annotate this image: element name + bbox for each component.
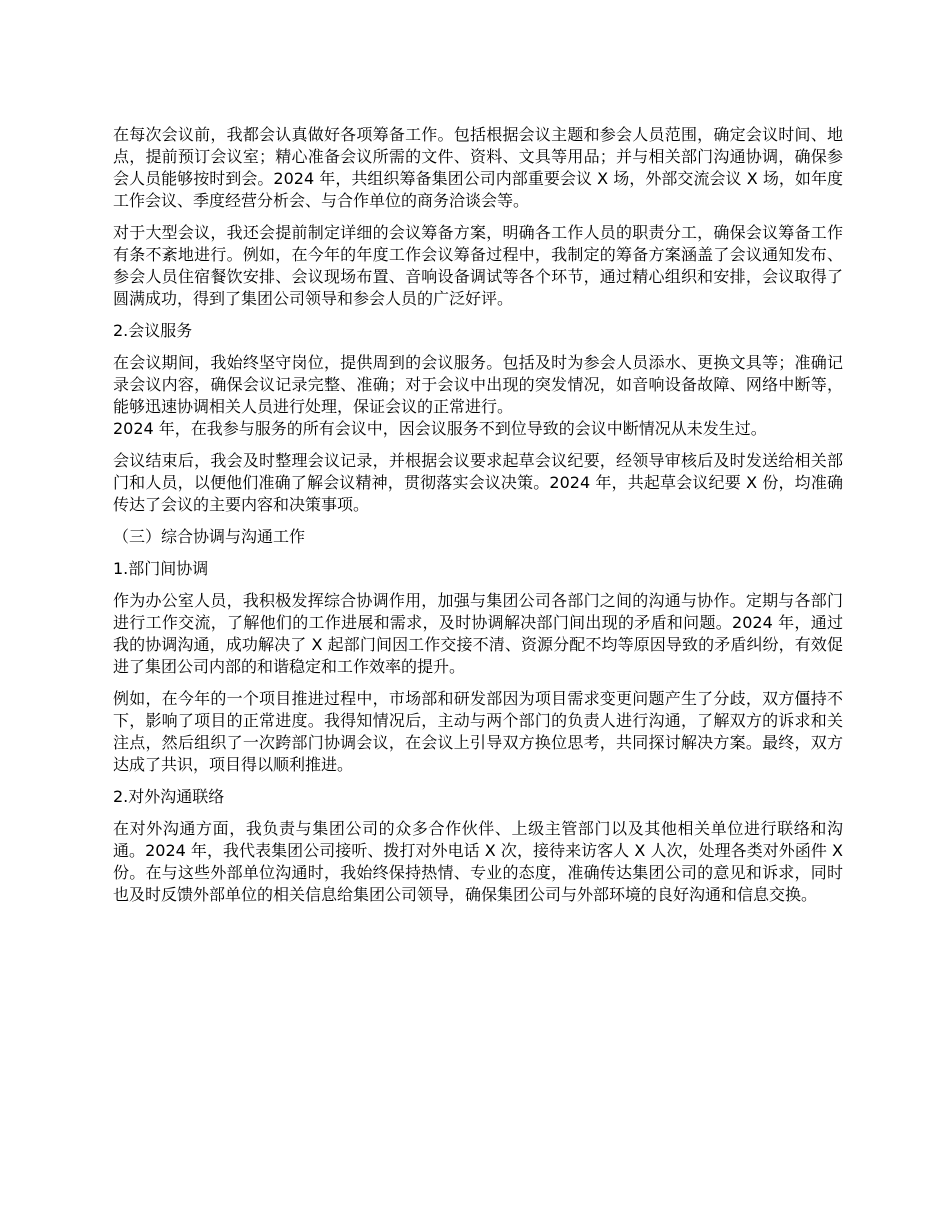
paragraph-meeting-service: 在会议期间，我始终坚守岗位，提供周到的会议服务。包括及时为参会人员添水、更换文具等；准确记录会议内容，确保会议记录完整、准确；对于会议中出现的突发情况，如音响设备故障、网络中断等，能够迅速协调相关人员进行处理，保证会议的正常进行。 <box>113 353 843 416</box>
heading-coordination-communication: （三）综合协调与沟通工作 <box>113 527 306 546</box>
paragraph-large-meeting-plan: 对于大型会议，我还会提前制定详细的会议筹备方案，明确各工作人员的职责分工，确保会议筹备工作有条不紊地进行。例如，在今年的年度工作会议筹备过程中，我制定的筹备方案涵盖了会议通知发布、参会人员住宿餐饮安排、会议现场布置、音响设备调试等各个环节，通过精心组织和安排，会议取得了圆满成功，得到了集团公司领导和参会人员的广泛好评。 <box>113 223 843 308</box>
paragraph-meeting-preparation: 在每次会议前，我都会认真做好各项筹备工作。包括根据会议主题和参会人员范围，确定会议时间、地点，提前预订会议室；精心准备会议所需的文件、资料、文具等用品；并与相关部门沟通协调，确保参会人员能够按时到会。2024 年，共组织筹备集团公司内部重要会议 X 场，外部交流会议 X 场，如年度工作会议、季度经营分析会、与合作单位的商务洽谈会等。 <box>113 125 843 210</box>
paragraph-coordination-example: 例如，在今年的一个项目推进过程中，市场部和研发部因为项目需求变更问题产生了分歧，双方僵持不下，影响了项目的正常进度。我得知情况后，主动与两个部门的负责人进行沟通，了解双方的诉求和关注点，然后组织了一次跨部门协调会议，在会议上引导双方换位思考，共同探讨解决方案。最终，双方达成了共识，项目得以顺利推进。 <box>113 689 843 774</box>
paragraph-interdepartment-coordination: 作为办公室人员，我积极发挥综合协调作用，加强与集团公司各部门之间的沟通与协作。定期与各部门进行工作交流，了解他们的工作进展和需求，及时协调解决部门间出现的矛盾和问题。2024 年，通过我的协调沟通，成功解决了 X 起部门间因工作交接不清、资源分配不均等原因导致的矛盾纠纷，有效促进了集团公司内部的和谐稳定和工作效率的提升。 <box>113 591 843 676</box>
paragraph-meeting-service-result: 2024 年，在我参与服务的所有会议中，因会议服务不到位导致的会议中断情况从未发生过。 <box>113 419 767 438</box>
heading-external-communication: 2.对外沟通联络 <box>113 787 225 806</box>
paragraph-external-communication: 在对外沟通方面，我负责与集团公司的众多合作伙伴、上级主管部门以及其他相关单位进行联络和沟通。2024 年，我代表集团公司接听、拨打对外电话 X 次，接待来访客人 X 人次，处理各类对外函件 X 份。在与这些外部单位沟通时，我始终保持热情、专业的态度，准确传达集团公司的意见和诉求，同时也及时反馈外部单位的相关信息给集团公司领导，确保集团公司与外部环境的良好沟通和信息交换。 <box>113 819 843 904</box>
heading-interdepartment-coordination: 1.部门间协调 <box>113 559 209 578</box>
paragraph-meeting-minutes: 会议结束后，我会及时整理会议记录，并根据会议要求起草会议纪要，经领导审核后及时发送给相关部门和人员，以便他们准确了解会议精神，贯彻落实会议决策。2024 年，共起草会议纪要 X 份，均准确传达了会议的主要内容和决策事项。 <box>113 451 843 514</box>
heading-meeting-service: 2.会议服务 <box>113 321 193 340</box>
document-body <box>113 124 843 916</box>
